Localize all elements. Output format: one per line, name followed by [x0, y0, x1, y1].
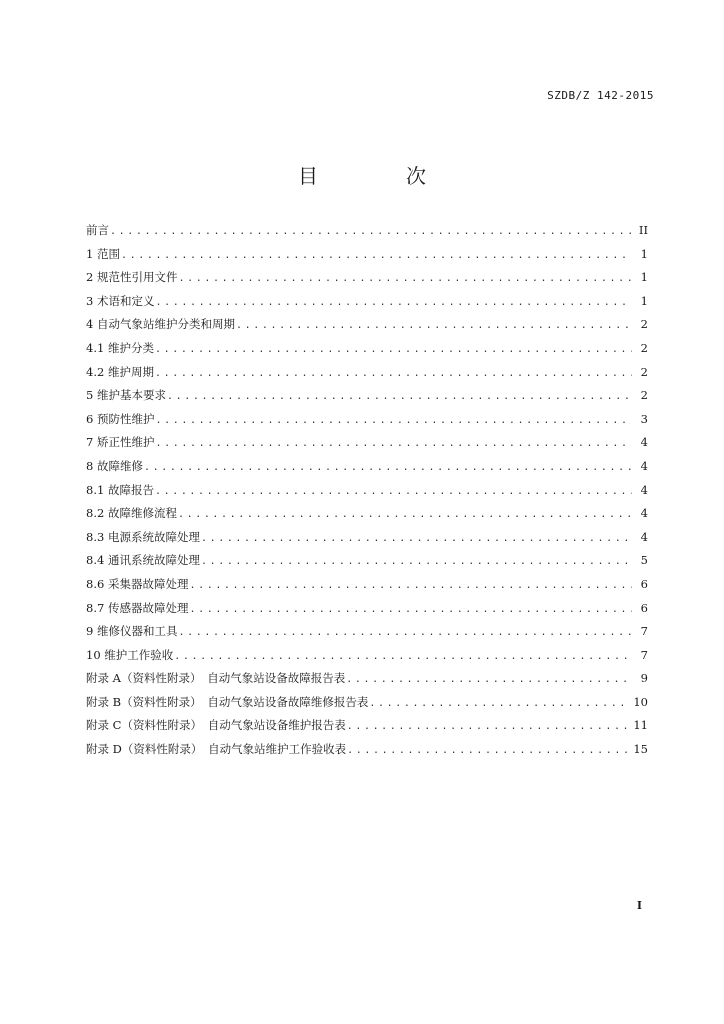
table-of-contents [86, 219, 648, 762]
toc-entry[interactable] [86, 691, 648, 715]
toc-entry[interactable] [86, 455, 648, 479]
toc-entry[interactable] [86, 313, 648, 337]
toc-dot-leader [121, 244, 632, 268]
document-code: SZDB/Z 142-2015 [547, 89, 654, 102]
toc-entry-page: 11 [633, 718, 648, 733]
toc-entry-label: 8.3 电源系统故障处理 [86, 529, 200, 544]
toc-entry[interactable] [86, 266, 648, 290]
toc-entry[interactable] [86, 620, 648, 644]
toc-entry-label: 4.1 维护分类 [86, 340, 154, 355]
toc-entry-page: 2 [640, 388, 648, 403]
toc-dot-leader [347, 739, 629, 763]
toc-entry-page: 1 [640, 293, 648, 308]
toc-entry-label: 2 规范性引用文件 [86, 270, 178, 285]
toc-entry[interactable] [86, 526, 648, 550]
toc-entry-page: 7 [640, 647, 648, 662]
toc-dot-leader [155, 432, 632, 456]
toc-dot-leader [174, 645, 632, 669]
toc-dot-leader [144, 456, 632, 480]
toc-entry[interactable] [86, 549, 648, 573]
toc-entry[interactable] [86, 337, 648, 361]
page-number: I [636, 899, 642, 912]
toc-entry[interactable] [86, 361, 648, 385]
toc-entry[interactable] [86, 644, 648, 668]
toc-entry[interactable] [86, 290, 648, 314]
toc-entry-page: II [638, 223, 648, 237]
toc-entry[interactable] [86, 384, 648, 408]
toc-dot-leader [201, 550, 632, 574]
toc-entry-label: 7 矫正性维护 [86, 435, 155, 450]
toc-entry-label: 8.2 故障维修流程 [86, 506, 177, 521]
toc-dot-leader [155, 338, 632, 362]
toc-entry-label: 8.6 采集器故障处理 [86, 576, 189, 591]
toc-entry[interactable] [86, 408, 648, 432]
toc-entry-page: 5 [640, 553, 648, 568]
toc-entry-page: 10 [633, 694, 648, 709]
toc-entry-label: 8.1 故障报告 [86, 482, 154, 497]
toc-dot-leader [178, 503, 632, 527]
toc-entry[interactable] [86, 667, 648, 691]
toc-entry-page: 3 [640, 411, 648, 426]
toc-dot-leader [347, 715, 630, 739]
toc-entry-page: 4 [640, 482, 648, 497]
toc-entry-label: 1 范围 [86, 246, 120, 261]
toc-dot-leader [155, 362, 632, 386]
toc-entry[interactable] [86, 502, 648, 526]
toc-dot-leader [346, 668, 632, 692]
toc-entry-page: 4 [640, 435, 648, 450]
toc-entry-label: 6 预防性维护 [86, 411, 155, 426]
toc-entry-label: 附录 D（资料性附录） 自动气象站维护工作验收表 [86, 742, 347, 757]
toc-entry-page: 6 [640, 600, 648, 615]
toc-entry-page: 15 [633, 742, 648, 757]
toc-dot-leader [189, 598, 632, 622]
toc-entry-label: 前言 [86, 223, 109, 237]
toc-entry-label: 8.7 传感器故障处理 [86, 600, 189, 615]
toc-dot-leader [201, 527, 632, 551]
toc-entry-label: 附录 C（资料性附录） 自动气象站设备维护报告表 [86, 718, 346, 733]
toc-dot-leader [178, 621, 632, 645]
toc-entry[interactable] [86, 738, 648, 762]
toc-dot-leader [155, 291, 632, 315]
toc-entry-label: 3 术语和定义 [86, 293, 155, 308]
toc-entry[interactable] [86, 243, 648, 267]
toc-entry-page: 1 [640, 246, 648, 261]
toc-entry-page: 1 [640, 270, 648, 285]
toc-entry[interactable] [86, 597, 648, 621]
toc-entry-label: 4.2 维护周期 [86, 364, 154, 379]
toc-entry-page: 2 [640, 317, 648, 332]
toc-entry[interactable] [86, 431, 648, 455]
toc-title: 目 次 [298, 164, 460, 188]
toc-entry-page: 4 [640, 458, 648, 473]
toc-entry-label: 附录 A（资料性附录） 自动气象站设备故障报告表 [86, 671, 346, 686]
toc-entry-label: 9 维修仪器和工具 [86, 624, 178, 639]
toc-entry[interactable] [86, 714, 648, 738]
toc-entry-label: 5 维护基本要求 [86, 388, 166, 403]
toc-entry-label: 4 自动气象站维护分类和周期 [86, 317, 235, 332]
toc-dot-leader [155, 409, 632, 433]
toc-dot-leader [189, 574, 632, 598]
toc-entry-page: 2 [640, 340, 648, 355]
toc-entry[interactable] [86, 219, 648, 243]
toc-entry-label: 10 维护工作验收 [86, 647, 174, 662]
toc-entry-page: 4 [640, 506, 648, 521]
toc-entry-label: 8 故障维修 [86, 458, 143, 473]
toc-entry[interactable] [86, 479, 648, 503]
toc-dot-leader [236, 314, 632, 338]
toc-dot-leader [110, 220, 632, 244]
toc-entry-page: 2 [640, 364, 648, 379]
toc-dot-leader [369, 692, 629, 716]
toc-entry-label: 8.4 通讯系统故障处理 [86, 553, 200, 568]
toc-dot-leader [167, 385, 632, 409]
toc-entry-page: 6 [640, 576, 648, 591]
toc-entry[interactable] [86, 573, 648, 597]
toc-entry-label: 附录 B（资料性附录） 自动气象站设备故障维修报告表 [86, 694, 369, 709]
toc-dot-leader [155, 480, 632, 504]
toc-entry-page: 4 [640, 529, 648, 544]
toc-entry-page: 9 [640, 671, 648, 686]
toc-dot-leader [178, 267, 632, 291]
toc-entry-page: 7 [640, 624, 648, 639]
